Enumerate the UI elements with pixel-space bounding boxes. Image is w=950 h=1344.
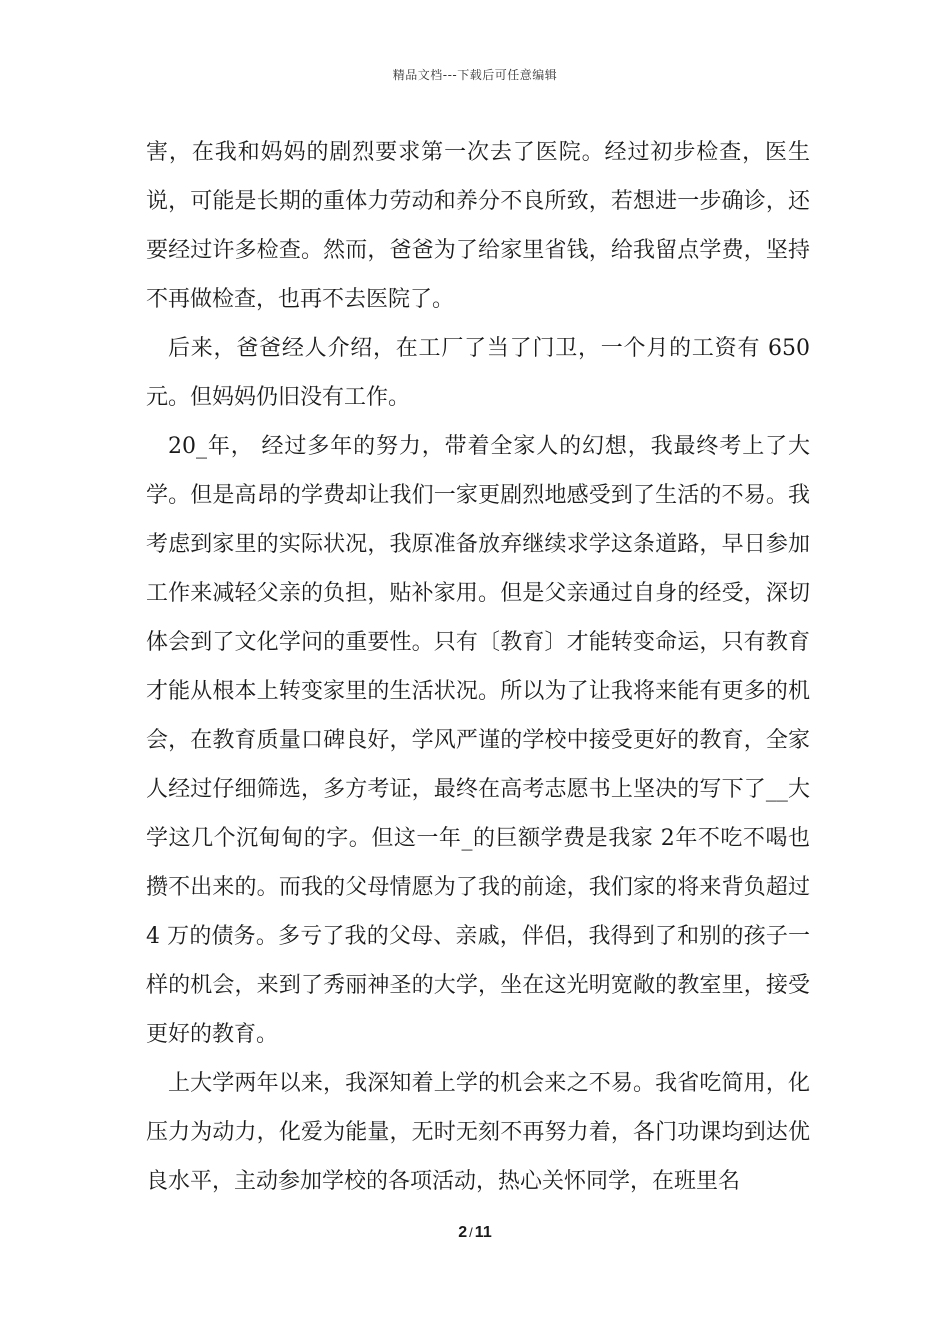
document-body — [146, 128, 810, 1206]
page-number — [0, 1224, 950, 1242]
page-separator: / — [469, 1225, 473, 1240]
current-page-number: 2 — [458, 1224, 468, 1241]
paragraph-2: 后来，爸爸经人介绍，在工厂了当了门卫，一个月的工资有 650元。但妈妈仍旧没有工作。 — [146, 336, 810, 410]
paragraph-1: 害，在我和妈妈的剧烈要求第一次去了医院。经过初步检查，医生说，可能是长期的重体力劳动和养分不良所致，若想进一步确诊，还要经过许多检查。然而，爸爸为了给家里省钱，给我留点学费，坚持不再做检查，也再不去医院了。 — [146, 140, 810, 312]
page-header: 精品文档---下载后可任意编辑 — [392, 68, 558, 82]
paragraph-3: 20_年， 经过多年的努力，带着全家人的幻想，我最终考上了大学。但是高昂的学费却让我们一家更剧烈地感受到了生活的不易。我考虑到家里的实际状况，我原准备放弃继续求学这条道路，早日参加工作来减轻父亲的负担，贴补家用。但是父亲通过自身的经受，深切体会到了文化学问的重要性。只有〔教育〕才能转变命运，只有教育才能从根本上转变家里的生活状况。所以为了让我将来能有更多的机会，在教育质量口碑良好，学风严谨的学校中接受更好的教育，全家人经过仔细筛选，多方考证，最终在高考志愿书上坚决的写下了__大学这几个沉甸甸的字。但这一年_的巨额学费是我家 2年不吃不喝也攒不出来的。而我的父母情愿为了我的前途，我们家的将来背负超过 4 万的债务。多亏了我的父母、亲戚，伴侣，我得到了和别的孩子一样的机会，来到了秀丽神圣的大学，坐在这光明宽敞的教室里，接受更好的教育。 — [146, 434, 810, 1047]
paragraph-4: 上大学两年以来，我深知着上学的机会来之不易。我省吃简用，化压力为动力，化爱为能量，无时无刻不再努力着，各门功课均到达优良水平，主动参加学校的各项活动，热心关怀同学，在班里名 — [146, 1071, 810, 1194]
total-pages-number: 11 — [474, 1224, 492, 1241]
